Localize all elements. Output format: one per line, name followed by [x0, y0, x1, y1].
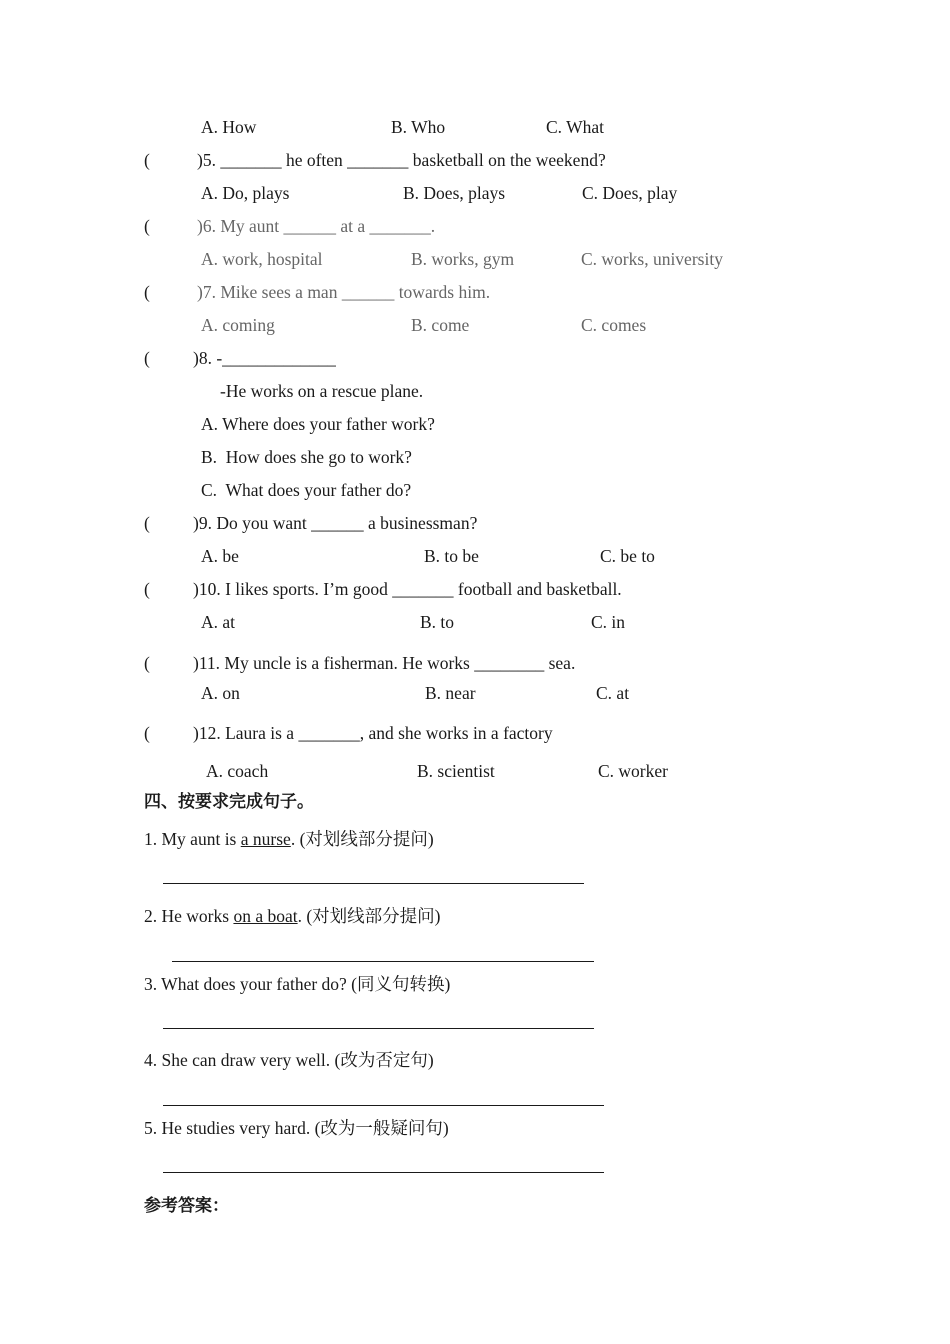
section4-item-2: [144, 906, 441, 926]
answers-title: 参考答案：: [144, 1196, 229, 1216]
section-4-title: 四、按要求完成句子。: [144, 792, 314, 812]
q8-stem: )8. -_____________: [193, 348, 336, 368]
section4-item-4: 4. She can draw very well. (改为否定句): [144, 1050, 434, 1070]
q12-option-b: B. scientist: [417, 761, 495, 781]
q6-option-a: A. work, hospital: [201, 249, 323, 269]
q10-stem: )10. I likes sports. I’m good _______ football and basketball.: [193, 579, 622, 599]
q12-stem: )12. Laura is a _______, and she works in a factory: [193, 723, 553, 743]
answer-line-1[interactable]: [163, 883, 584, 884]
q10-option-a: A. at: [201, 612, 236, 632]
q7-option-b: B. come: [411, 315, 470, 335]
answer-line-5[interactable]: [163, 1172, 604, 1173]
item-1-underlined: a nurse: [240, 829, 291, 849]
q6-option-b: B. works, gym: [411, 249, 515, 269]
q8-reply: -He works on a rescue plane.: [220, 381, 424, 401]
item-2-underlined: on a boat: [233, 906, 298, 926]
q7-option-a: A. coming: [201, 315, 275, 335]
q9-paren: (: [144, 513, 150, 533]
q12-option-a: A. coach: [206, 761, 269, 781]
q9-option-a: A. be: [201, 546, 239, 566]
item-2-text-post: . (对划线部分提问): [297, 906, 441, 926]
q8-option-a: A. Where does your father work?: [201, 414, 435, 434]
answer-line-2[interactable]: [172, 961, 594, 962]
q9-option-b: B. to be: [424, 546, 479, 566]
q8-option-b: B. How does she go to work?: [201, 447, 412, 467]
q4-option-c: C. What: [546, 117, 605, 137]
q7-paren: (: [144, 282, 150, 302]
section4-item-5: 5. He studies very hard. (改为一般疑问句): [144, 1118, 449, 1138]
q11-stem: )11. My uncle is a fisherman. He works ________ sea.: [193, 653, 576, 673]
answer-line-3[interactable]: [163, 1028, 594, 1029]
item-1-text-post: . (对划线部分提问): [290, 829, 434, 849]
q5-paren: (: [144, 150, 150, 170]
section4-item-3: 3. What does your father do? (同义句转换): [144, 974, 451, 994]
section4-item-1: [144, 829, 434, 849]
q12-paren: (: [144, 723, 150, 743]
q9-stem: )9. Do you want ______ a businessman?: [193, 513, 478, 533]
q10-option-b: B. to: [420, 612, 455, 632]
q4-option-a: A. How: [201, 117, 257, 137]
answer-line-4[interactable]: [163, 1105, 604, 1106]
q5-option-a: A. Do, plays: [201, 183, 290, 203]
q4-option-b: B. Who: [391, 117, 446, 137]
item-2-text-pre: 2. He works: [144, 906, 234, 926]
q10-option-c: C. in: [591, 612, 626, 632]
q6-paren: (: [144, 216, 150, 236]
q11-option-a: A. on: [201, 683, 240, 703]
q11-paren: (: [144, 653, 150, 673]
q8-paren: (: [144, 348, 150, 368]
q5-stem: )5. _______ he often _______ basketball on the weekend?: [197, 150, 606, 170]
q8-option-c: C. What does your father do?: [201, 480, 412, 500]
q6-stem: )6. My aunt ______ at a _______.: [197, 216, 436, 236]
q11-option-b: B. near: [425, 683, 476, 703]
q5-option-b: B. Does, plays: [403, 183, 506, 203]
q11-option-c: C. at: [596, 683, 630, 703]
q6-option-c: C. works, university: [581, 249, 723, 269]
q12-option-c: C. worker: [598, 761, 668, 781]
q10-paren: (: [144, 579, 150, 599]
q9-option-c: C. be to: [600, 546, 655, 566]
q7-option-c: C. comes: [581, 315, 647, 335]
q5-option-c: C. Does, play: [582, 183, 678, 203]
q7-stem: )7. Mike sees a man ______ towards him.: [197, 282, 491, 302]
item-1-text-pre: 1. My aunt is: [144, 829, 241, 849]
